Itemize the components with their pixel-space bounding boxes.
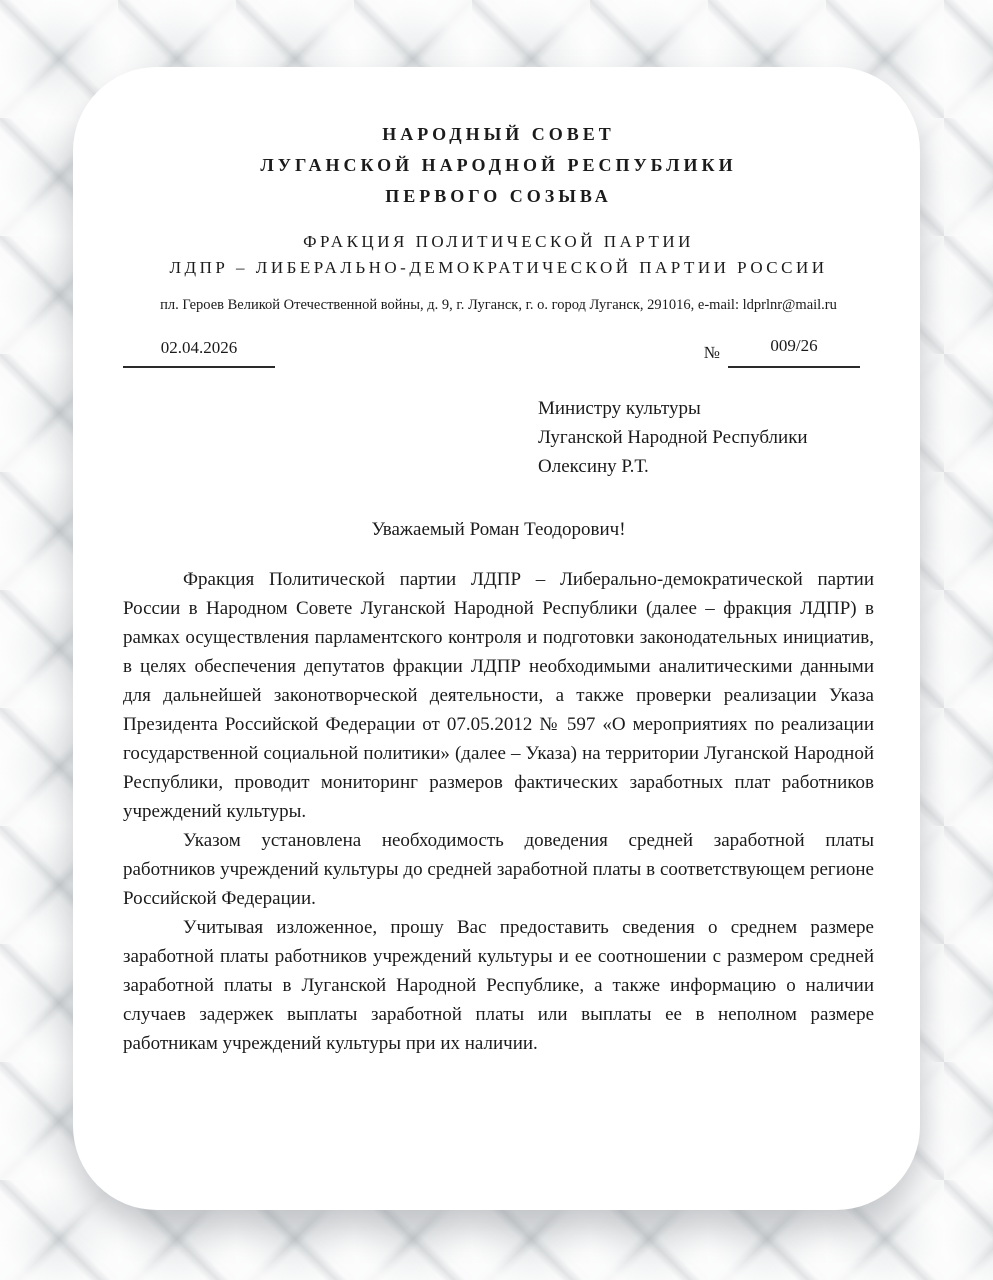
letter-card xyxy=(73,67,920,1210)
number-sign: № xyxy=(703,343,720,362)
reference-row xyxy=(123,336,874,368)
paragraph-3: Учитывая изложенное, прошу Вас предоставить сведения о среднем размере заработной платы работников учреждений культуры и ее соотношении с размером средней заработной платы в Луганской Народной Республике, а также информацию о наличии случаев задержек выплаты заработной платы или выплаты ее в неполном размере работникам учреждений культуры при их наличии. xyxy=(123,917,874,1054)
number-field: 009/26 xyxy=(728,336,860,368)
faction-name xyxy=(123,229,874,281)
paragraph-1: Фракция Политической партии ЛДПР – Либерально-демократической партии России в Народном Совете Луганской Народной Республики (далее – фракция ЛДПР) в рамках осуществления парламентского контроля и подготовки законодательных инициатив, в целях обеспечения депутатов фракции ЛДПР необходимыми аналитическими данными для дальнейшей законотворческой деятельности, а также проверки реализации Указа Президента Российской Федерации от 07.05.2012 № 597 «О мероприятиях по реализации государственной социальной политики» (далее – Указа) на территории Луганской Народной Республики, проводит мониторинг размеров фактических заработных плат работников учреждений культуры. xyxy=(123,569,874,822)
recipient-block xyxy=(538,394,874,481)
recipient-line-1: Министру культуры xyxy=(538,398,701,419)
date-field: 02.04.2026 xyxy=(123,338,275,368)
faction-name-line-1: ФРАКЦИЯ ПОЛИТИЧЕСКОЙ ПАРТИИ xyxy=(303,232,694,251)
faction-name-line-2: ЛДПР – ЛИБЕРАЛЬНО-ДЕМОКРАТИЧЕСКОЙ ПАРТИИ РОССИИ xyxy=(169,258,828,277)
org-name-line-2: ЛУГАНСКОЙ НАРОДНОЙ РЕСПУБЛИКИ xyxy=(260,155,737,175)
recipient-line-2: Луганской Народной Республики xyxy=(538,427,808,448)
org-address: пл. Героев Великой Отечественной войны, д. 9, г. Луганск, г. о. город Луганск, 291016, e-mail: ldprlnr@mail.ru xyxy=(160,297,837,313)
paragraph-2: Указом установлена необходимость доведения средней заработной платы работников учреждений культуры до средней заработной платы в соответствующем регионе Российской Федерации. xyxy=(123,830,874,909)
recipient-line-3: Олексину Р.Т. xyxy=(538,456,649,477)
salutation: Уважаемый Роман Теодорович! xyxy=(371,519,626,540)
org-name-line-3: ПЕРВОГО СОЗЫВА xyxy=(385,186,612,206)
org-name-line-1: НАРОДНЫЙ СОВЕТ xyxy=(382,124,615,144)
letter-body xyxy=(123,565,874,1058)
number-group xyxy=(704,336,860,368)
org-name xyxy=(123,119,874,212)
